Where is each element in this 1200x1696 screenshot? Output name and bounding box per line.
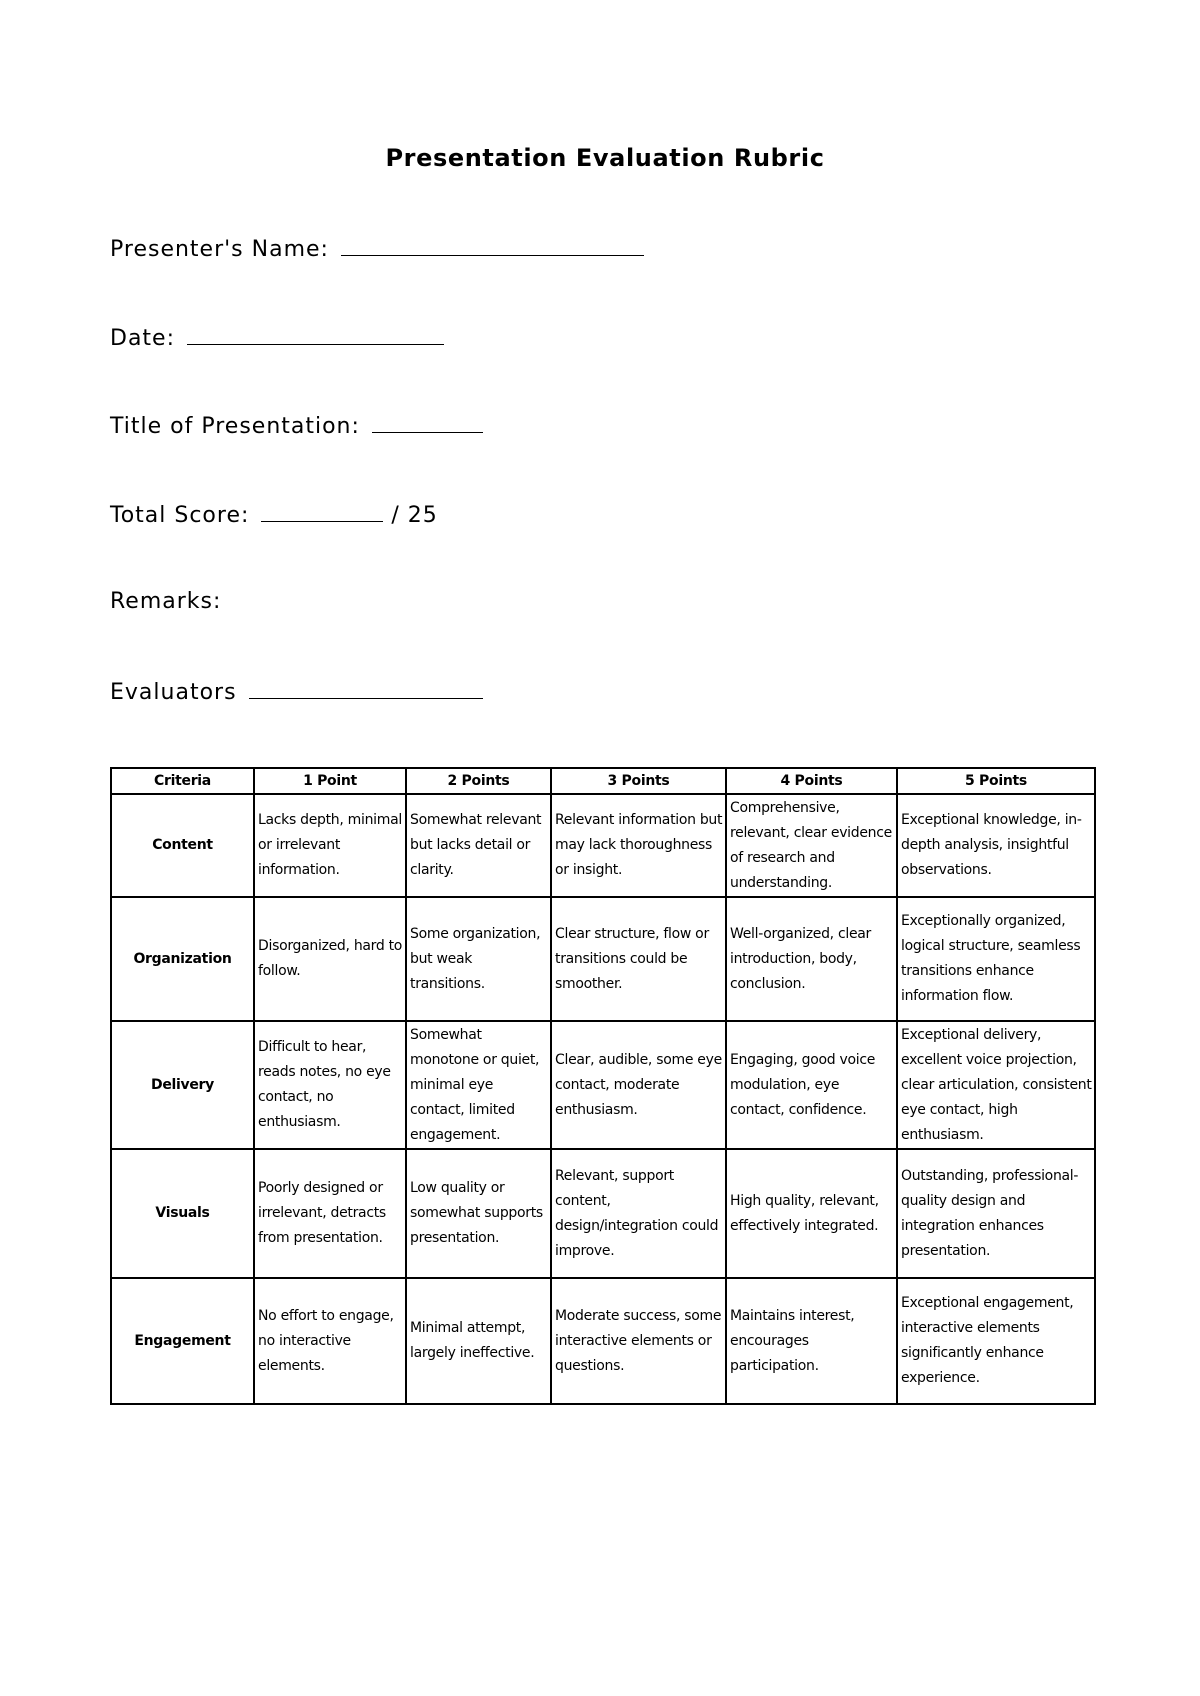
criterion-engagement: Engagement — [111, 1278, 254, 1404]
delivery-2-points: Somewhat monotone or quiet, minimal eye contact, limited engagement. — [406, 1021, 551, 1149]
total-score-label: Total Score: — [110, 503, 250, 528]
evaluators-blank[interactable] — [249, 678, 483, 699]
header-4-points: 4 Points — [726, 768, 897, 794]
organization-4-points: Well-organized, clear introduction, body, conclusion. — [726, 897, 897, 1021]
rubric-table — [110, 767, 1096, 1405]
content-1-point: Lacks depth, minimal or irrelevant information. — [254, 794, 406, 897]
page-title: Presentation Evaluation Rubric — [385, 144, 825, 172]
date-field — [110, 324, 444, 351]
presenter-name-label: Presenter's Name: — [110, 237, 329, 262]
rubric-row-organization — [111, 897, 1095, 1021]
delivery-1-point: Difficult to hear, reads notes, no eye contact, no enthusiasm. — [254, 1021, 406, 1149]
engagement-3-points: Moderate success, some interactive elements or questions. — [551, 1278, 726, 1404]
rubric-row-engagement — [111, 1278, 1095, 1404]
criterion-content: Content — [111, 794, 254, 897]
header-5-points: 5 Points — [897, 768, 1095, 794]
delivery-5-points: Exceptional delivery, excellent voice projection, clear articulation, consistent eye contact, high enthusiasm. — [897, 1021, 1095, 1149]
header-1-point: 1 Point — [254, 768, 406, 794]
content-5-points: Exceptional knowledge, in-depth analysis, insightful observations. — [897, 794, 1095, 897]
content-4-points: Comprehensive, relevant, clear evidence of research and understanding. — [726, 794, 897, 897]
date-label: Date: — [110, 326, 175, 351]
visuals-2-points: Low quality or somewhat supports presentation. — [406, 1149, 551, 1278]
visuals-3-points: Relevant, support content, design/integration could improve. — [551, 1149, 726, 1278]
rubric-row-content — [111, 794, 1095, 897]
date-blank[interactable] — [187, 324, 444, 345]
presenter-name-field — [110, 235, 644, 262]
remarks-field — [110, 589, 221, 614]
delivery-4-points: Engaging, good voice modulation, eye contact, confidence. — [726, 1021, 897, 1149]
evaluators-label: Evaluators — [110, 680, 237, 705]
criterion-delivery: Delivery — [111, 1021, 254, 1149]
content-3-points: Relevant information but may lack thoroughness or insight. — [551, 794, 726, 897]
presentation-title-field — [110, 412, 483, 439]
presentation-title-label: Title of Presentation: — [110, 414, 360, 439]
criterion-organization: Organization — [111, 897, 254, 1021]
total-score-field — [110, 501, 438, 528]
total-score-blank[interactable] — [261, 501, 383, 522]
engagement-4-points: Maintains interest, encourages participation. — [726, 1278, 897, 1404]
header-3-points: 3 Points — [551, 768, 726, 794]
visuals-5-points: Outstanding, professional-quality design and integration enhances presentation. — [897, 1149, 1095, 1278]
rubric-row-visuals — [111, 1149, 1095, 1278]
total-score-max: / 25 — [391, 503, 438, 528]
criterion-visuals: Visuals — [111, 1149, 254, 1278]
content-2-points: Somewhat relevant but lacks detail or clarity. — [406, 794, 551, 897]
rubric-header-row — [111, 768, 1095, 794]
organization-2-points: Some organization, but weak transitions. — [406, 897, 551, 1021]
delivery-3-points: Clear, audible, some eye contact, moderate enthusiasm. — [551, 1021, 726, 1149]
evaluators-field — [110, 678, 483, 705]
rubric-row-delivery — [111, 1021, 1095, 1149]
engagement-5-points: Exceptional engagement, interactive elements significantly enhance experience. — [897, 1278, 1095, 1404]
presentation-title-blank[interactable] — [372, 412, 483, 433]
remarks-label: Remarks: — [110, 589, 222, 614]
header-2-points: 2 Points — [406, 768, 551, 794]
engagement-1-point: No effort to engage, no interactive elements. — [254, 1278, 406, 1404]
organization-3-points: Clear structure, flow or transitions could be smoother. — [551, 897, 726, 1021]
organization-1-point: Disorganized, hard to follow. — [254, 897, 406, 1021]
visuals-4-points: High quality, relevant, effectively integrated. — [726, 1149, 897, 1278]
visuals-1-point: Poorly designed or irrelevant, detracts from presentation. — [254, 1149, 406, 1278]
engagement-2-points: Minimal attempt, largely ineffective. — [406, 1278, 551, 1404]
presenter-name-blank[interactable] — [341, 235, 644, 256]
organization-5-points: Exceptionally organized, logical structure, seamless transitions enhance information flow. — [897, 897, 1095, 1021]
header-criteria: Criteria — [111, 768, 254, 794]
